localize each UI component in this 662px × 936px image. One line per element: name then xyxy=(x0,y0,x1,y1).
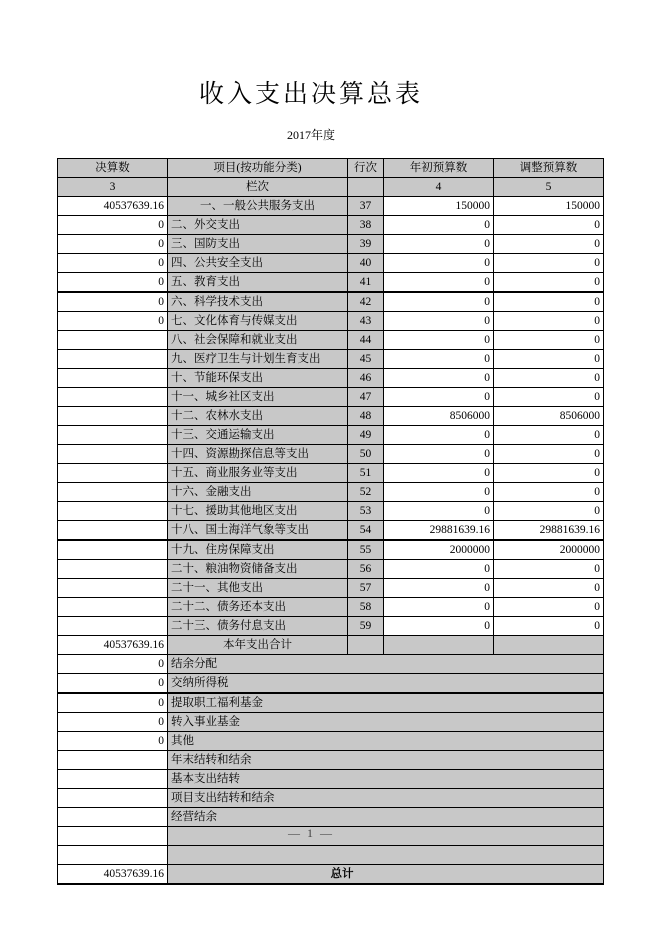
colnum-settlement: 3 xyxy=(58,178,168,197)
cell-line-no: 46 xyxy=(348,369,384,388)
cell-item: 五、教育支出 xyxy=(168,273,348,293)
cell-item: 二十一、其他支出 xyxy=(168,579,348,598)
table-row xyxy=(58,483,604,502)
cell-settlement xyxy=(58,350,168,369)
cell-line-no: 51 xyxy=(348,464,384,483)
cell-item: 转入事业基金 xyxy=(168,713,604,732)
table-row xyxy=(58,350,604,369)
cell-line-no: 58 xyxy=(348,598,384,617)
table-row xyxy=(58,254,604,273)
cell-settlement xyxy=(58,521,168,541)
cell-initial-budget: 2000000 xyxy=(384,540,494,560)
table-row xyxy=(58,369,604,388)
colnum-initial-budget: 4 xyxy=(384,178,494,197)
cell-initial-budget: 0 xyxy=(384,331,494,350)
table-row xyxy=(58,292,604,312)
cell-settlement: 0 xyxy=(58,254,168,273)
cell-settlement xyxy=(58,808,168,827)
cell-item: 二十三、债务付息支出 xyxy=(168,617,348,636)
cell-adjusted-budget: 0 xyxy=(494,312,604,331)
summary-row xyxy=(58,789,604,808)
table-row xyxy=(58,407,604,426)
cell-initial-budget: 0 xyxy=(384,464,494,483)
cell-initial-budget: 0 xyxy=(384,273,494,293)
table-row xyxy=(58,598,604,617)
cell-initial-budget: 0 xyxy=(384,426,494,445)
cell-settlement: 40537639.16 xyxy=(58,197,168,216)
table-header-row xyxy=(58,159,604,178)
cell-initial-budget: 0 xyxy=(384,598,494,617)
cell-line-no: 53 xyxy=(348,502,384,521)
table-row xyxy=(58,273,604,293)
budget-table-body xyxy=(58,159,604,885)
table-row xyxy=(58,560,604,579)
cell-adjusted-budget: 0 xyxy=(494,598,604,617)
cell-item: 十七、援助其他地区支出 xyxy=(168,502,348,521)
cell-adjusted-budget: 150000 xyxy=(494,197,604,216)
summary-row xyxy=(58,655,604,674)
cell-settlement: 0 xyxy=(58,655,168,674)
cell-settlement xyxy=(58,560,168,579)
cell-item: 六、科学技术支出 xyxy=(168,292,348,312)
table-row xyxy=(58,445,604,464)
cell-initial-budget: 0 xyxy=(384,254,494,273)
cell-line-no: 41 xyxy=(348,273,384,293)
header-item: 项目(按功能分类) xyxy=(168,159,348,178)
cell-adjusted-budget: 0 xyxy=(494,617,604,636)
cell-line-no xyxy=(348,636,384,655)
summary-row xyxy=(58,846,604,865)
table-colnum-row xyxy=(58,178,604,197)
cell-settlement xyxy=(58,617,168,636)
cell-item: 一、一般公共服务支出 xyxy=(168,197,348,216)
cell-adjusted-budget: 0 xyxy=(494,579,604,598)
cell-settlement: 0 xyxy=(58,312,168,331)
page-subtitle: 2017年度 xyxy=(286,128,335,142)
cell-item: 十五、商业服务业等支出 xyxy=(168,464,348,483)
cell-initial-budget: 0 xyxy=(384,235,494,254)
cell-item: 十九、住房保障支出 xyxy=(168,540,348,560)
cell-line-no: 47 xyxy=(348,388,384,407)
cell-adjusted-budget: 0 xyxy=(494,369,604,388)
cell-initial-budget: 0 xyxy=(384,369,494,388)
cell-settlement: 0 xyxy=(58,674,168,694)
cell-item: 十三、交通运输支出 xyxy=(168,426,348,445)
table-row xyxy=(58,216,604,235)
cell-line-no: 56 xyxy=(348,560,384,579)
table-row xyxy=(58,502,604,521)
cell-settlement xyxy=(58,407,168,426)
cell-item: 其他 xyxy=(168,732,604,751)
cell-adjusted-budget: 0 xyxy=(494,445,604,464)
cell-line-no: 37 xyxy=(348,197,384,216)
cell-settlement: 0 xyxy=(58,732,168,751)
cell-initial-budget: 0 xyxy=(384,483,494,502)
cell-settlement xyxy=(58,445,168,464)
header-adjusted-budget: 调整预算数 xyxy=(494,159,604,178)
summary-row xyxy=(58,732,604,751)
cell-item: 九、医疗卫生与计划生育支出 xyxy=(168,350,348,369)
cell-item: 结余分配 xyxy=(168,655,604,674)
cell-item xyxy=(168,846,604,865)
cell-line-no: 50 xyxy=(348,445,384,464)
table-row xyxy=(58,464,604,483)
cell-line-no: 38 xyxy=(348,216,384,235)
cell-item: 交纳所得税 xyxy=(168,674,604,694)
cell-initial-budget: 150000 xyxy=(384,197,494,216)
cell-initial-budget: 0 xyxy=(384,216,494,235)
summary-row xyxy=(58,674,604,694)
table-row xyxy=(58,235,604,254)
cell-item: 八、社会保障和就业支出 xyxy=(168,331,348,350)
cell-settlement: 0 xyxy=(58,693,168,713)
cell-settlement: 0 xyxy=(58,273,168,293)
cell-adjusted-budget: 0 xyxy=(494,426,604,445)
cell-item: 二十二、债务还本支出 xyxy=(168,598,348,617)
budget-table-container xyxy=(57,158,603,885)
header-line-no: 行次 xyxy=(348,159,384,178)
cell-settlement xyxy=(58,579,168,598)
cell-adjusted-budget: 0 xyxy=(494,235,604,254)
cell-initial-budget: 0 xyxy=(384,350,494,369)
cell-adjusted-budget: 0 xyxy=(494,331,604,350)
cell-adjusted-budget: 0 xyxy=(494,254,604,273)
summary-row xyxy=(58,751,604,770)
cell-initial-budget: 0 xyxy=(384,502,494,521)
cell-settlement xyxy=(58,540,168,560)
cell-item: 二十、粮油物资储备支出 xyxy=(168,560,348,579)
summary-row xyxy=(58,770,604,789)
cell-item: 十一、城乡社区支出 xyxy=(168,388,348,407)
cell-line-no: 39 xyxy=(348,235,384,254)
page-title: 收入支出决算总表 xyxy=(198,81,423,108)
colnum-adjusted-budget: 5 xyxy=(494,178,604,197)
cell-item: 十八、国土海洋气象等支出 xyxy=(168,521,348,541)
cell-line-no: 59 xyxy=(348,617,384,636)
cell-settlement xyxy=(58,751,168,770)
summary-row xyxy=(58,713,604,732)
cell-settlement xyxy=(58,789,168,808)
table-row xyxy=(58,426,604,445)
cell-adjusted-budget xyxy=(494,636,604,655)
cell-item: 经营结余 xyxy=(168,808,604,827)
cell-adjusted-budget: 0 xyxy=(494,292,604,312)
cell-initial-budget: 8506000 xyxy=(384,407,494,426)
cell-initial-budget: 0 xyxy=(384,579,494,598)
summary-row xyxy=(58,808,604,827)
total-row xyxy=(58,865,604,885)
table-row xyxy=(58,521,604,541)
cell-line-no: 54 xyxy=(348,521,384,541)
cell-settlement: 0 xyxy=(58,216,168,235)
cell-line-no: 52 xyxy=(348,483,384,502)
table-row xyxy=(58,197,604,216)
cell-settlement: 0 xyxy=(58,292,168,312)
cell-total-label: 总计 xyxy=(168,865,604,885)
cell-item: 十二、农林水支出 xyxy=(168,407,348,426)
cell-settlement xyxy=(58,388,168,407)
cell-adjusted-budget: 0 xyxy=(494,350,604,369)
cell-line-no: 57 xyxy=(348,579,384,598)
budget-table xyxy=(57,158,604,885)
cell-settlement xyxy=(58,846,168,865)
cell-item: 四、公共安全支出 xyxy=(168,254,348,273)
cell-line-no: 48 xyxy=(348,407,384,426)
cell-settlement: 0 xyxy=(58,235,168,254)
cell-settlement xyxy=(58,426,168,445)
cell-settlement xyxy=(58,502,168,521)
cell-line-no: 42 xyxy=(348,292,384,312)
cell-initial-budget: 0 xyxy=(384,292,494,312)
cell-adjusted-budget: 0 xyxy=(494,560,604,579)
cell-adjusted-budget: 0 xyxy=(494,216,604,235)
cell-adjusted-budget: 0 xyxy=(494,388,604,407)
cell-item: 七、文化体育与传媒支出 xyxy=(168,312,348,331)
header-settlement: 决算数 xyxy=(58,159,168,178)
cell-item: 十、节能环保支出 xyxy=(168,369,348,388)
cell-adjusted-budget: 8506000 xyxy=(494,407,604,426)
cell-line-no: 40 xyxy=(348,254,384,273)
cell-line-no: 43 xyxy=(348,312,384,331)
cell-item: 年末结转和结余 xyxy=(168,751,604,770)
cell-settlement xyxy=(58,464,168,483)
cell-adjusted-budget: 0 xyxy=(494,483,604,502)
header-initial-budget: 年初预算数 xyxy=(384,159,494,178)
summary-row xyxy=(58,693,604,713)
cell-item: 十四、资源勘探信息等支出 xyxy=(168,445,348,464)
cell-total-settlement: 40537639.16 xyxy=(58,865,168,885)
cell-settlement: 0 xyxy=(58,713,168,732)
cell-item: 提取职工福利基金 xyxy=(168,693,604,713)
cell-settlement xyxy=(58,483,168,502)
summary-row xyxy=(58,636,604,655)
cell-settlement xyxy=(58,770,168,789)
table-row xyxy=(58,540,604,560)
cell-adjusted-budget: 29881639.16 xyxy=(494,521,604,541)
cell-initial-budget: 0 xyxy=(384,312,494,331)
cell-adjusted-budget: 0 xyxy=(494,273,604,293)
cell-line-no: 55 xyxy=(348,540,384,560)
table-row xyxy=(58,312,604,331)
cell-adjusted-budget: 0 xyxy=(494,502,604,521)
cell-item: 十六、金融支出 xyxy=(168,483,348,502)
colnum-item: 栏次 xyxy=(168,178,348,197)
cell-settlement xyxy=(58,598,168,617)
cell-initial-budget: 0 xyxy=(384,388,494,407)
colnum-line-no xyxy=(348,178,384,197)
table-row xyxy=(58,388,604,407)
table-row xyxy=(58,331,604,350)
cell-settlement xyxy=(58,331,168,350)
cell-line-no: 49 xyxy=(348,426,384,445)
cell-settlement xyxy=(58,369,168,388)
table-row xyxy=(58,579,604,598)
cell-adjusted-budget: 2000000 xyxy=(494,540,604,560)
cell-initial-budget: 0 xyxy=(384,445,494,464)
cell-item: 项目支出结转和结余 xyxy=(168,789,604,808)
page-number-footer: — 1 — xyxy=(288,826,334,840)
cell-initial-budget xyxy=(384,636,494,655)
cell-initial-budget: 29881639.16 xyxy=(384,521,494,541)
cell-item: 基本支出结转 xyxy=(168,770,604,789)
cell-initial-budget: 0 xyxy=(384,560,494,579)
cell-item: 三、国防支出 xyxy=(168,235,348,254)
cell-initial-budget: 0 xyxy=(384,617,494,636)
cell-settlement: 40537639.16 xyxy=(58,636,168,655)
cell-line-no: 44 xyxy=(348,331,384,350)
cell-item: 二、外交支出 xyxy=(168,216,348,235)
cell-item: 本年支出合计 xyxy=(168,636,348,655)
cell-adjusted-budget: 0 xyxy=(494,464,604,483)
table-row xyxy=(58,617,604,636)
cell-line-no: 45 xyxy=(348,350,384,369)
